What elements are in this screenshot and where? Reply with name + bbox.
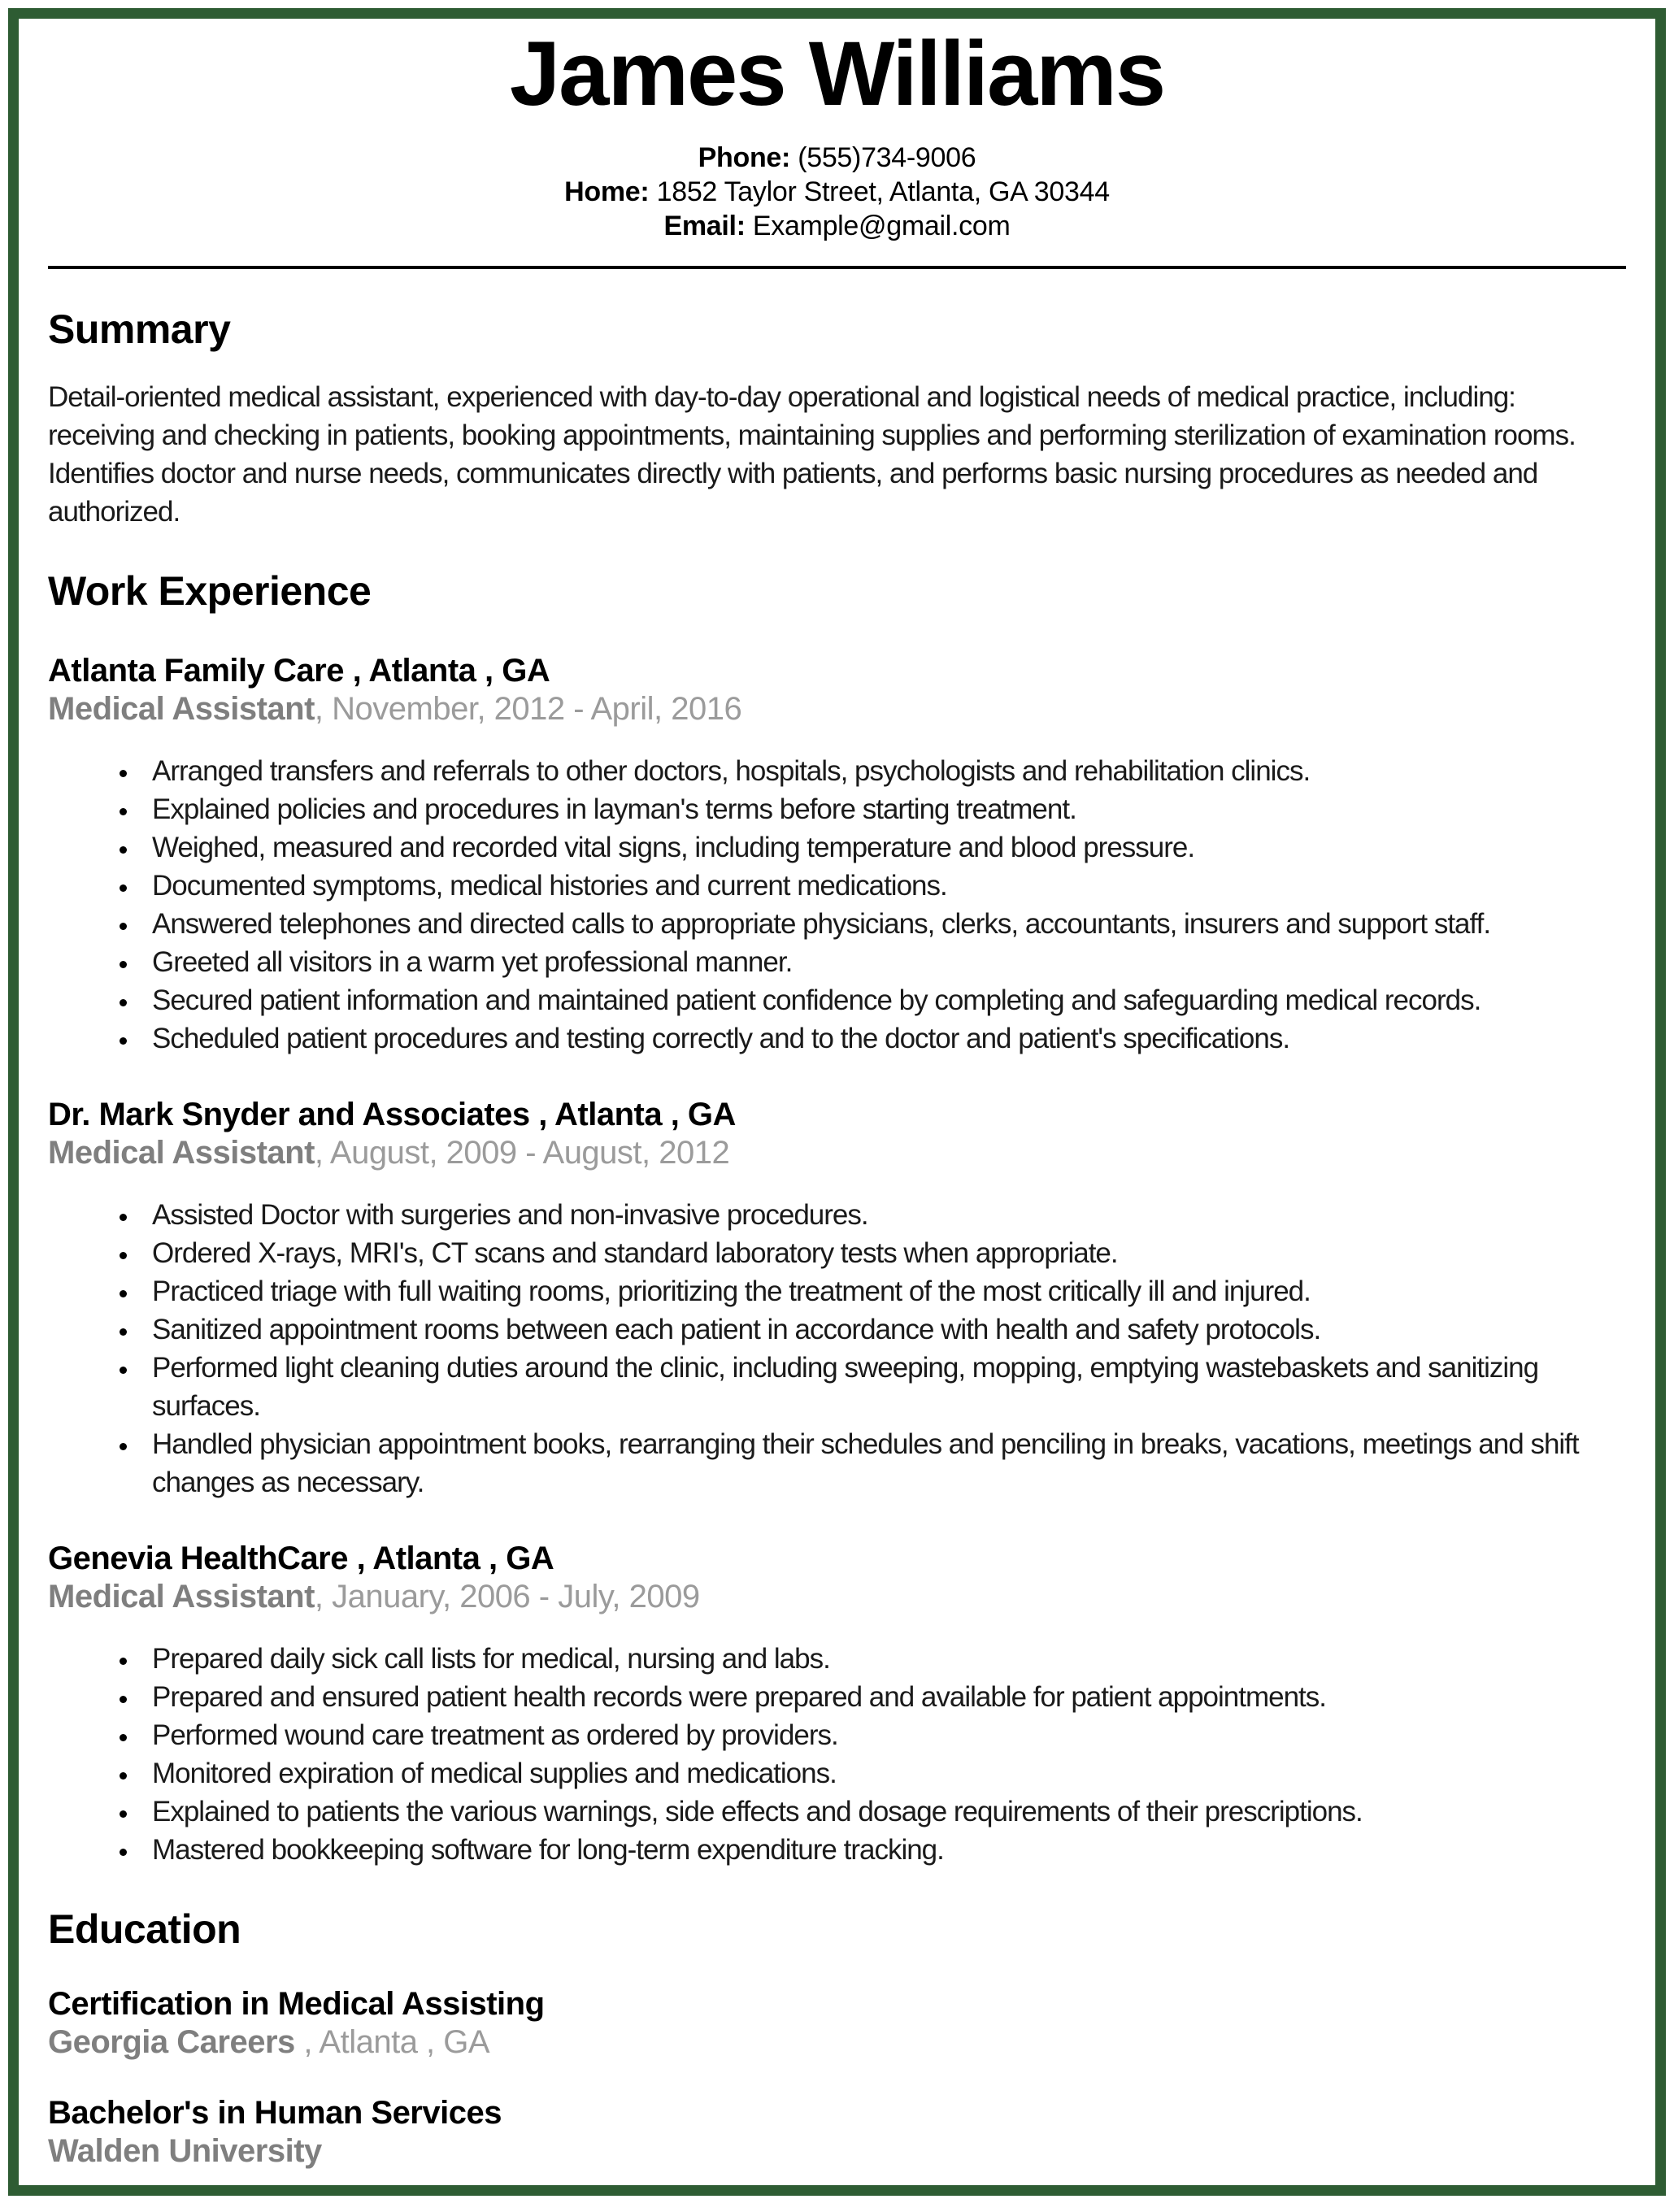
contact-email xyxy=(48,209,1626,243)
bullet-item: • Practiced triage with full waiting rooms, prioritizing the treatment of the most critically ill and injured. xyxy=(139,1272,1626,1310)
job-title: Medical Assistant xyxy=(48,1579,315,1614)
bullet-item: • Sanitized appointment rooms between each patient in accordance with health and safety protocols. xyxy=(139,1310,1626,1349)
bullet-item: • Ordered X-rays, MRI's, CT scans and standard laboratory tests when appropriate. xyxy=(139,1234,1626,1272)
company-location: , Atlanta , GA xyxy=(347,1541,554,1576)
education-entry xyxy=(48,1984,1626,2061)
company-location: , Atlanta , GA xyxy=(343,653,550,689)
resume-header xyxy=(48,23,1626,269)
degree-title: Certification in Medical Assisting xyxy=(48,1986,545,2022)
company-name: Atlanta Family Care xyxy=(48,653,344,689)
job-bullet-list xyxy=(48,1640,1626,1869)
contact-email-value: Example@gmail.com xyxy=(745,211,1011,241)
school-line xyxy=(48,2023,1626,2061)
bullet-item: • Documented symptoms, medical histories and current medications. xyxy=(139,867,1626,905)
company-location: , Atlanta , GA xyxy=(529,1097,736,1132)
job-title-line xyxy=(48,690,1626,728)
job-bullet-list xyxy=(48,752,1626,1058)
company-name: Genevia HealthCare xyxy=(48,1541,348,1576)
company-line xyxy=(48,1539,1626,1578)
job-entry xyxy=(48,1095,1626,1501)
bullet-item: • Answered telephones and directed calls to appropriate physicians, clerks, accountants, insurers and support staff. xyxy=(139,905,1626,943)
contact-home xyxy=(48,175,1626,209)
contact-phone xyxy=(48,141,1626,175)
bullet-item: • Monitored expiration of medical supplies and medications. xyxy=(139,1754,1626,1793)
contact-phone-label: Phone: xyxy=(698,142,791,173)
summary-text: Detail-oriented medical assistant, experienced with day-to-day operational and logistical needs of medical practice, including: receiving and checking in patients, booking appointments, maintaining supplies and performing sterilization of examination rooms. Identifies doctor and nurse needs, communicates directly with patients, and performs basic nursing procedures as needed and authorized. xyxy=(48,381,1576,528)
job-title: Medical Assistant xyxy=(48,1135,315,1171)
summary-section xyxy=(48,306,1626,531)
bullet-item: • Performed wound care treatment as ordered by providers. xyxy=(139,1716,1626,1754)
job-bullet-list xyxy=(48,1196,1626,1501)
job-dates: , August, 2009 - August, 2012 xyxy=(314,1135,730,1171)
contact-home-label: Home: xyxy=(564,176,650,207)
bullet-item: • Mastered bookkeeping software for long-term expenditure tracking. xyxy=(139,1831,1626,1869)
contact-phone-value: (555)734-9006 xyxy=(790,142,976,173)
school-location: , Atlanta , GA xyxy=(294,2024,490,2060)
job-title-line xyxy=(48,1578,1626,1615)
bullet-item: • Arranged transfers and referrals to other doctors, hospitals, psychologists and rehabilitation clinics. xyxy=(139,752,1626,790)
company-line xyxy=(48,651,1626,690)
job-title-line xyxy=(48,1134,1626,1171)
education-entry xyxy=(48,2093,1626,2170)
header-divider xyxy=(48,266,1626,269)
bullet-item: • Greeted all visitors in a warm yet professional manner. xyxy=(139,943,1626,981)
company-name: Dr. Mark Snyder and Associates xyxy=(48,1097,530,1132)
job-dates: , January, 2006 - July, 2009 xyxy=(314,1579,700,1614)
job-entry xyxy=(48,651,1626,1058)
school-line xyxy=(48,2132,1626,2170)
education-section xyxy=(48,1906,1626,2170)
bullet-item: • Performed light cleaning duties around the clinic, including sweeping, mopping, emptying wastebaskets and sanitizing surfaces. xyxy=(139,1349,1626,1425)
bullet-item: • Handled physician appointment books, rearranging their schedules and penciling in breaks, vacations, meetings and shift changes as necessary. xyxy=(139,1425,1626,1501)
contact-email-label: Email: xyxy=(663,211,746,241)
bullet-item: • Weighed, measured and recorded vital signs, including temperature and blood pressure. xyxy=(139,828,1626,867)
bullet-item: • Explained policies and procedures in layman's terms before starting treatment. xyxy=(139,790,1626,828)
bullet-item: • Prepared and ensured patient health records were prepared and available for patient appointments. xyxy=(139,1678,1626,1716)
contact-block xyxy=(48,141,1626,243)
candidate-name: James Williams xyxy=(509,23,1165,124)
job-dates: , November, 2012 - April, 2016 xyxy=(314,691,742,727)
bullet-item: • Scheduled patient procedures and testing correctly and to the doctor and patient's specifications. xyxy=(139,1019,1626,1058)
education-heading: Education xyxy=(48,1906,241,1952)
contact-home-value: 1852 Taylor Street, Atlanta, GA 30344 xyxy=(649,176,1110,207)
job-entry xyxy=(48,1539,1626,1869)
work-experience-section xyxy=(48,568,1626,1869)
school-name: Georgia Careers xyxy=(48,2024,295,2060)
resume-page xyxy=(8,8,1666,2196)
bullet-item: • Secured patient information and maintained patient confidence by completing and safeguarding medical records. xyxy=(139,981,1626,1019)
degree-title: Bachelor's in Human Services xyxy=(48,2095,502,2131)
school-name: Walden University xyxy=(48,2133,322,2169)
bullet-item: • Prepared daily sick call lists for medical, nursing and labs. xyxy=(139,1640,1626,1678)
summary-heading: Summary xyxy=(48,306,231,352)
bullet-item: • Explained to patients the various warnings, side effects and dosage requirements of their prescriptions. xyxy=(139,1793,1626,1831)
work-experience-heading: Work Experience xyxy=(48,568,372,614)
company-line xyxy=(48,1095,1626,1134)
bullet-item: • Assisted Doctor with surgeries and non-invasive procedures. xyxy=(139,1196,1626,1234)
resume-screenshot xyxy=(0,8,1674,2212)
job-title: Medical Assistant xyxy=(48,691,315,727)
